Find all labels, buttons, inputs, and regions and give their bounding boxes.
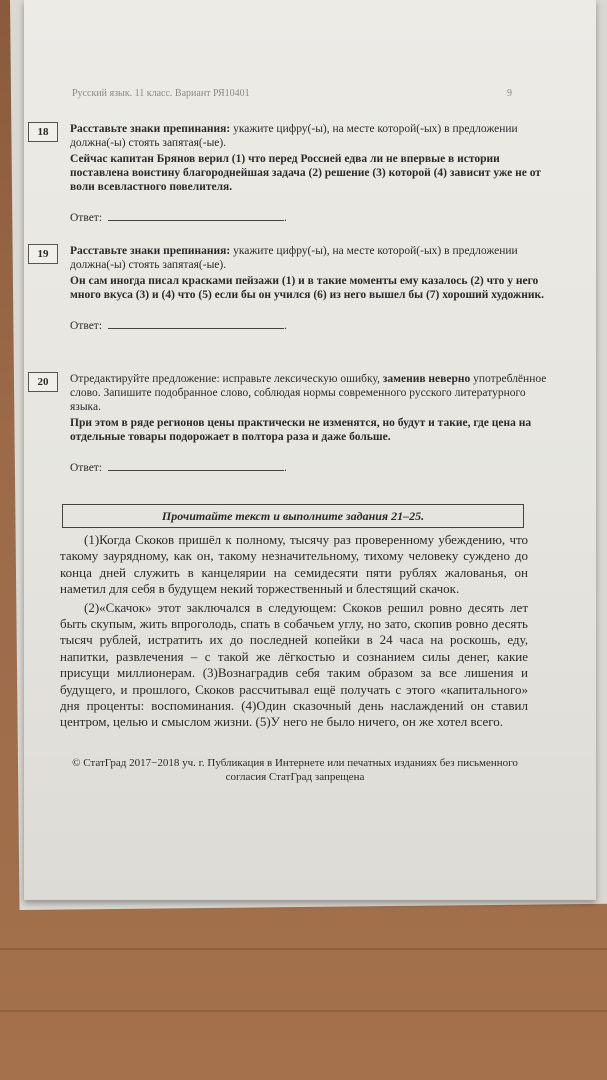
reading-prompt-box bbox=[62, 504, 524, 528]
instruction-bold: Расставьте знаки препинания: bbox=[70, 245, 231, 257]
answer-line[interactable] bbox=[108, 210, 284, 221]
answer-row: Ответ: . bbox=[70, 462, 287, 474]
task-sentence: Сейчас капитан Брянов верил (1) что перед Россией едва ли не впервые в истории поставлена воистину благороднейшая задача (2) решение (3) которой (4) зависит уже не от воли всевластного повелителя. bbox=[70, 153, 541, 193]
exam-page bbox=[24, 0, 596, 900]
task-number: 19 bbox=[28, 244, 58, 264]
answer-line[interactable] bbox=[108, 460, 284, 471]
answer-label: Ответ: bbox=[70, 212, 103, 224]
instruction-bold: Расставьте знаки препинания: bbox=[70, 123, 231, 135]
answer-label: Ответ: bbox=[70, 462, 103, 474]
instruction-bold: заменив неверно bbox=[382, 373, 471, 385]
passage-paragraph: (2)«Скачок» этот заключался в следующем: Скоков решил ровно десять лет быть скупым, жить впроголодь, спать в собачьем углу, но зато, скопив ровно десять тысяч рублей, истратить их до последней копейки в 24 часа на роскошь, еду, напитки, развлечения – с такой же лёгкостью и сознанием силы денег, какие присущи миллионерам. (3)Вознаградив себя таким образом за все лишения и будущего, и прошлого, Скоков рассчитывал ещё получать с этого «капитального» дня проценты: воспоминания. (4)Один сказочный день наслаждений он ставил центром, целью и смыслом жизни. (5)У него не было ничего, он же хотел всего. bbox=[60, 599, 528, 730]
reading-passage bbox=[60, 532, 528, 733]
answer-line[interactable] bbox=[108, 318, 284, 329]
instruction-text: Отредактируйте предложение: исправьте лексическую ошибку, bbox=[70, 373, 383, 385]
task-instruction bbox=[70, 122, 548, 150]
answer-row: Ответ: . bbox=[70, 320, 287, 332]
task-20 bbox=[28, 372, 548, 475]
header-title: Русский язык. 11 класс. Вариант РЯ10401 bbox=[72, 88, 250, 99]
task-sentence: Он сам иногда писал красками пейзажи (1) и в такие моменты ему казалось (2) что у него много вкуса (3) и (4) что (5) если бы он учился (6) из него вышел бы (7) хороший художник. bbox=[70, 275, 545, 301]
task-number: 18 bbox=[28, 122, 58, 142]
task-18 bbox=[28, 122, 548, 225]
reading-prompt: Прочитайте текст и выполните задания 21–25. bbox=[161, 508, 425, 523]
task-sentence: При этом в ряде регионов цены практически не изменятся, но будут и такие, где цена на отдельные товары подорожает в полтора раза и даже больше. bbox=[70, 417, 532, 443]
passage-paragraph: (1)Когда Скоков пришёл к полному, тысячу раз проверенному убеждению, что такому заурядному, как он, такому незначительному, тихому человеку суждено до конца дней служить в канцелярии на семидесяти пяти рублях жалованья, он наметил для себя в будущем некий торжественный и блестящий скачок. bbox=[60, 532, 528, 597]
page-number: 9 bbox=[507, 88, 512, 99]
answer-label: Ответ: bbox=[70, 320, 103, 332]
task-number: 20 bbox=[28, 372, 58, 392]
task-instruction bbox=[70, 372, 548, 414]
answer-row: Ответ: . bbox=[70, 212, 287, 224]
instruction-text: употреблённое слово. Запишите подобранное слово, соблюдая нормы современного русского литературного языка. bbox=[70, 373, 547, 413]
instruction-text: укажите цифру(-ы), на месте которой(-ых) в предложении должна(-ы) стоять запятая(-ые). bbox=[70, 245, 518, 271]
table-grain bbox=[0, 1010, 607, 1012]
copyright-footer: © СтатГрад 2017−2018 уч. г. Публикация в Интернете или печатных изданиях без письменного согласия СтатГрад запрещена bbox=[72, 757, 518, 783]
instruction-text: укажите цифру(-ы), на месте которой(-ых) в предложении должна(-ы) стоять запятая(-ые). bbox=[70, 123, 518, 149]
task-19 bbox=[28, 244, 548, 333]
table-grain bbox=[0, 948, 607, 950]
page-header bbox=[72, 88, 512, 99]
task-instruction bbox=[70, 244, 548, 272]
